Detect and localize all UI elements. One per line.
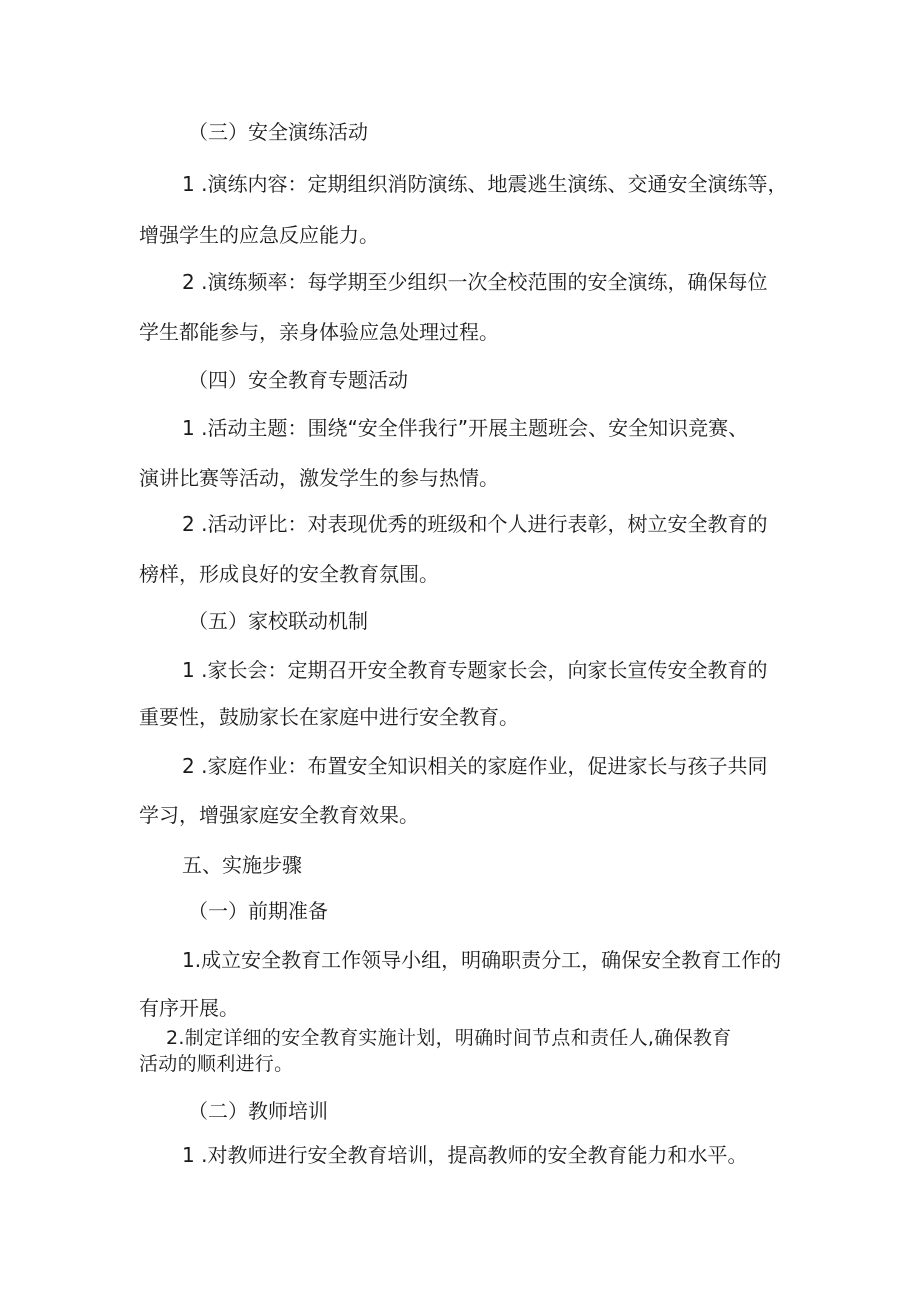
section-heading-teacher-training: （二）教师培训 (188, 1099, 328, 1123)
paragraph-line: 1 .家长会：定期召开安全教育专题家长会，向家长宣传安全教育的 (182, 658, 768, 682)
section-heading-drill-activities: （三）安全演练活动 (188, 120, 368, 144)
paragraph-line: 2 .家庭作业：布置安全知识相关的家庭作业，促进家长与孩子共同 (182, 754, 768, 778)
section-heading-topic-activities: （四）安全教育专题活动 (188, 368, 408, 392)
chapter-heading-implementation: 五、实施步骤 (182, 853, 302, 877)
paragraph-line: 重要性，鼓励家长在家庭中进行安全教育。 (139, 705, 519, 729)
paragraph-line: 1 .活动主题：围绕“安全伴我行”开展主题班会、安全知识竞赛、 (182, 416, 749, 440)
paragraph-line: 有序开展。 (139, 996, 239, 1020)
paragraph-line: 1 .演练内容：定期组织消防演练、地震逃生演练、交通安全演练等， (182, 172, 788, 196)
paragraph-line: 1 .对教师进行安全教育培训，提高教师的安全教育能力和水平。 (182, 1143, 748, 1167)
paragraph-line: 2 .活动评比：对表现优秀的班级和个人进行表彰，树立安全教育的 (182, 512, 768, 536)
paragraph-line: 1.成立安全教育工作领导小组，明确职责分工，确保安全教育工作的 (182, 948, 782, 972)
paragraph-line: 演讲比赛等活动，激发学生的参与热情。 (139, 466, 499, 490)
section-heading-preparation: （一）前期准备 (188, 899, 328, 923)
paragraph-line: 2.制定详细的安全教育实施计划，明确时间节点和责任人,确保教育 (166, 1027, 732, 1049)
paragraph-line: 榜样，形成良好的安全教育氛围。 (139, 562, 439, 586)
paragraph-line: 活动的顺利进行。 (139, 1053, 294, 1075)
paragraph-line: 学生都能参与，亲身体验应急处理过程。 (139, 320, 499, 344)
paragraph-line: 增强学生的应急反应能力。 (139, 223, 379, 247)
paragraph-line: 学习，增强家庭安全教育效果。 (139, 803, 419, 827)
paragraph-line: 2 .演练频率：每学期至少组织一次全校范围的安全演练，确保每位 (182, 270, 768, 294)
section-heading-home-school: （五）家校联动机制 (188, 609, 368, 633)
